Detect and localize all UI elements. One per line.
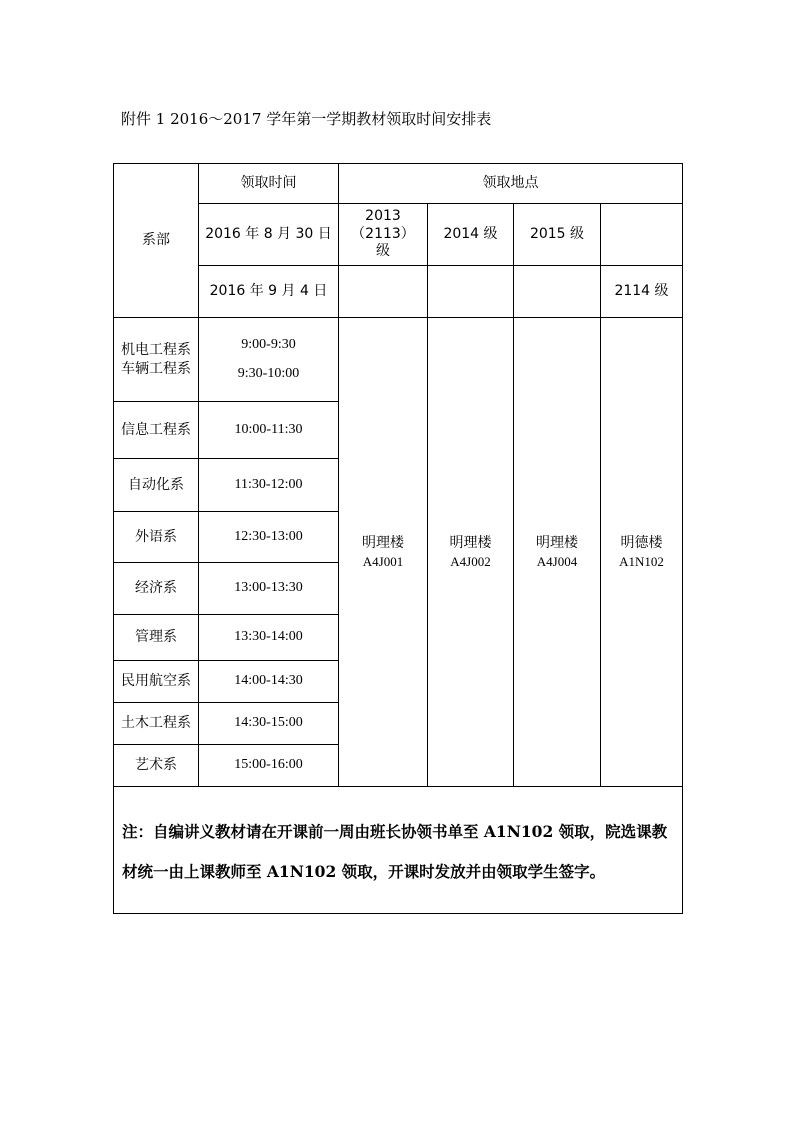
place-name: 明德楼	[620, 534, 663, 551]
place-name: 明理楼	[362, 534, 404, 551]
place-code: A4J001	[362, 553, 404, 569]
place-code: A4J002	[450, 553, 491, 569]
page-title: 附件 1 2016～2017 学年第一学期教材领取时间安排表	[121, 110, 492, 128]
place-cell	[514, 318, 601, 787]
time-value: 9:30-10:00	[237, 365, 300, 381]
place-cell	[428, 318, 514, 787]
grade-2013-year: 2013	[365, 208, 401, 225]
time-value: 11:30-12:00	[199, 459, 339, 512]
place-name: 明理楼	[449, 534, 492, 551]
spacer	[199, 355, 338, 365]
empty-cell	[428, 266, 514, 318]
grade-2015: 2015 级	[514, 204, 601, 266]
time-header: 领取时间	[199, 164, 339, 204]
time-value: 9:00-9:30	[241, 336, 296, 352]
place-cell	[339, 318, 428, 787]
grade-2013-suffix: 级	[376, 243, 390, 260]
place-code: A1N102	[619, 553, 664, 569]
dept-name: 车辆工程系	[121, 360, 191, 377]
dept-name: 机电工程系	[121, 341, 191, 358]
time-value: 14:00-14:30	[199, 661, 339, 703]
table-row	[114, 318, 683, 402]
empty-cell	[514, 266, 601, 318]
time-cell	[199, 318, 339, 402]
place-header: 领取地点	[339, 164, 683, 204]
time-value: 12:30-13:00	[199, 512, 339, 563]
header-row-1	[114, 164, 683, 204]
header-row-3	[114, 266, 683, 318]
note-text: 注：自编讲义教材请在开课前一周由班长协领书单至 A1N102 领取，院选课教材统一由上课教师至 A1N102 领取，开课时发放并由领取学生签字。	[114, 787, 683, 914]
dept-name: 土木工程系	[114, 703, 199, 745]
date-2: 2016 年 9 月 4 日	[199, 266, 339, 318]
dept-name: 自动化系	[114, 459, 199, 512]
time-value: 15:00-16:00	[199, 745, 339, 787]
note-row	[114, 787, 683, 914]
dept-header: 系部	[114, 164, 199, 318]
grade-2014: 2014 级	[428, 204, 514, 266]
grade-2013	[339, 204, 428, 266]
grade-empty	[601, 204, 683, 266]
time-value: 13:30-14:00	[199, 615, 339, 661]
time-value: 10:00-11:30	[199, 402, 339, 459]
dept-name: 艺术系	[114, 745, 199, 787]
header-row-2	[114, 204, 683, 266]
time-value: 13:00-13:30	[199, 563, 339, 615]
place-code: A4J004	[536, 553, 578, 569]
dept-name: 民用航空系	[114, 661, 199, 703]
empty-cell	[339, 266, 428, 318]
dept-name: 信息工程系	[114, 402, 199, 459]
date-1: 2016 年 8 月 30 日	[199, 204, 339, 266]
dept-cell	[114, 318, 199, 402]
schedule-table	[113, 163, 683, 914]
time-value: 14:30-15:00	[199, 703, 339, 745]
grade-2114: 2114 级	[601, 266, 683, 318]
dept-name: 经济系	[114, 563, 199, 615]
place-name: 明理楼	[536, 534, 578, 551]
place-cell	[601, 318, 683, 787]
dept-name: 外语系	[114, 512, 199, 563]
grade-2013-alt: （2113）	[351, 225, 415, 242]
dept-name: 管理系	[114, 615, 199, 661]
